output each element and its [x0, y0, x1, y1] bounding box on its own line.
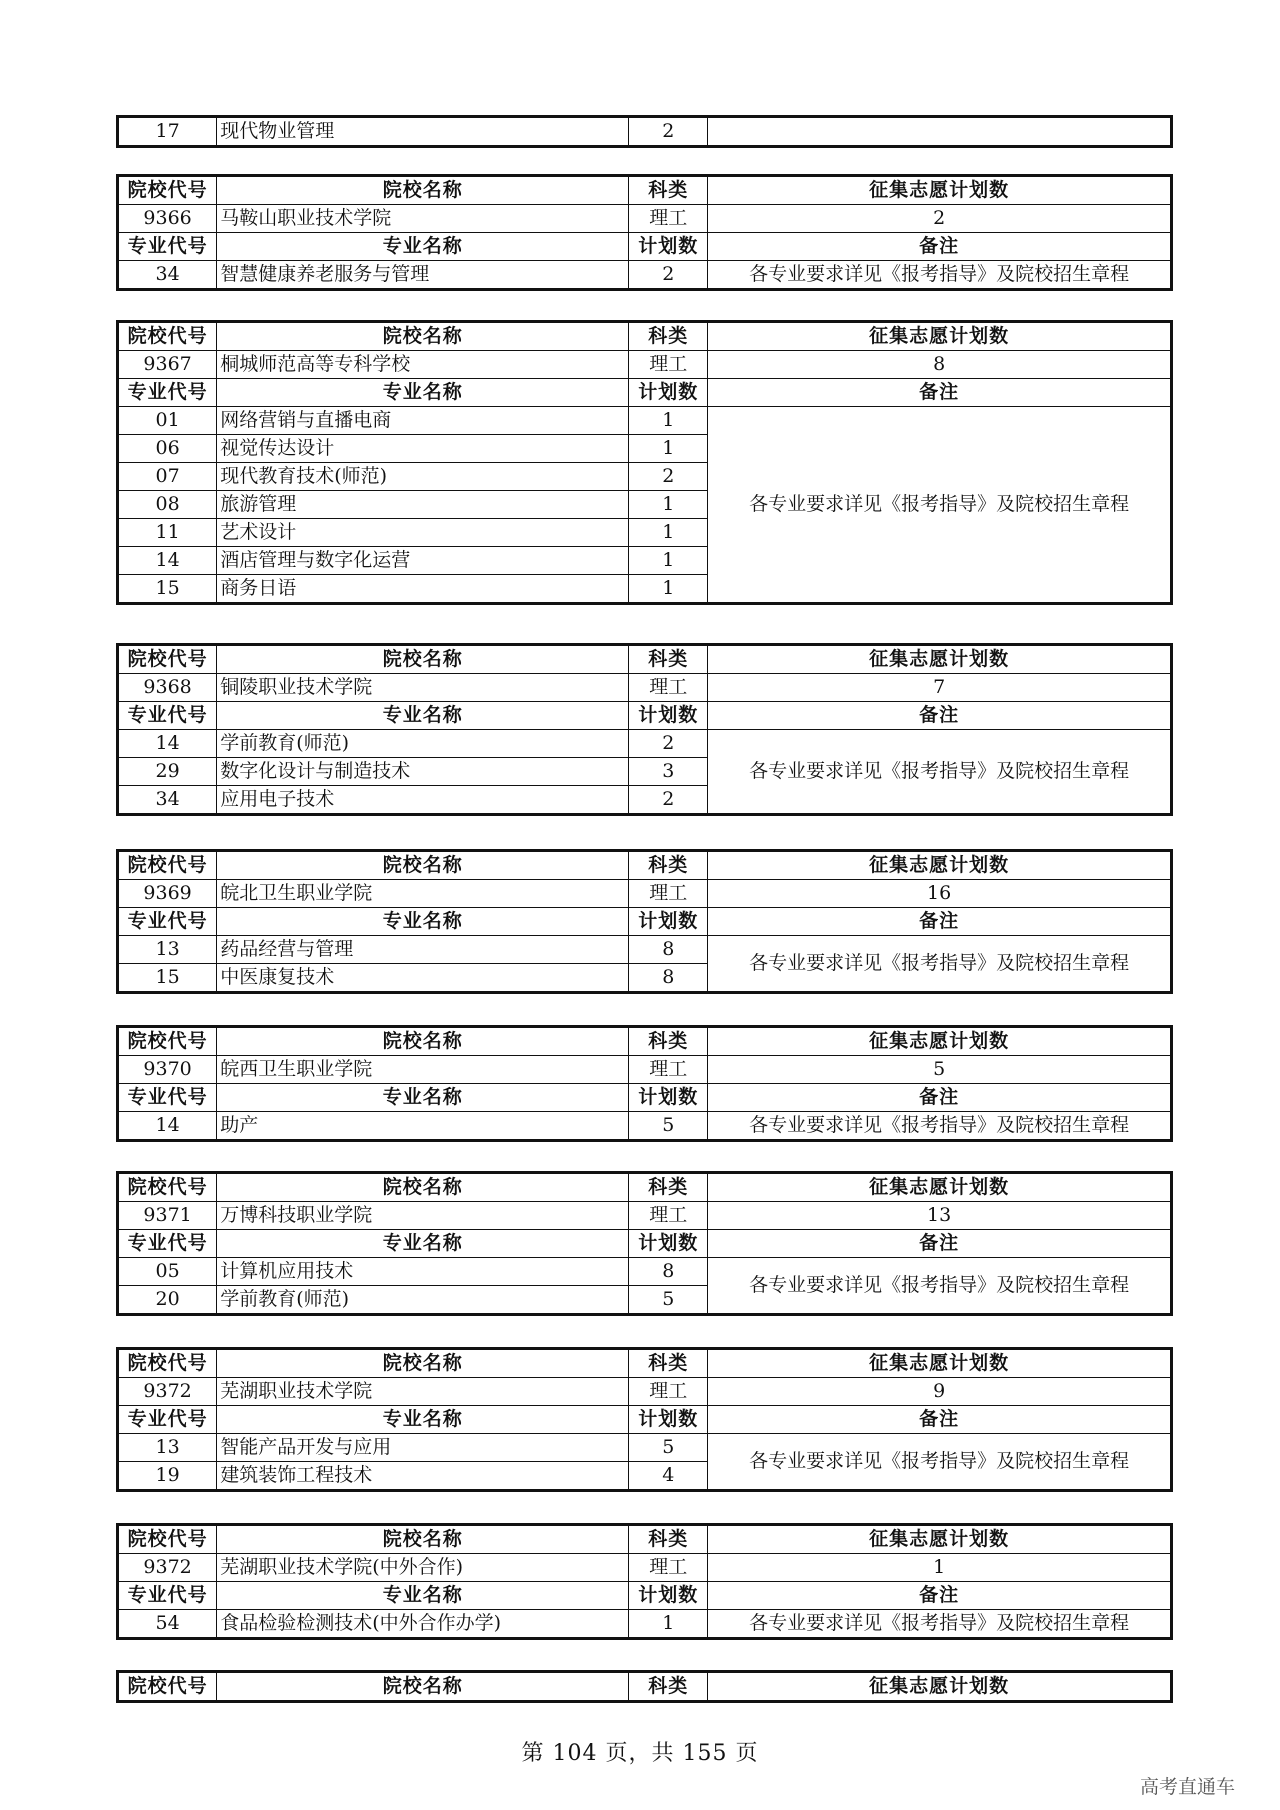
major-header-row	[118, 1230, 1172, 1258]
major-name: 中医康复技术	[217, 964, 629, 993]
major-name: 网络营销与直播电商	[217, 407, 629, 435]
major-name: 智能产品开发与应用	[217, 1434, 629, 1462]
category: 理工	[629, 1378, 708, 1406]
major-code: 08	[118, 491, 217, 519]
table-row	[118, 730, 1172, 758]
category-header: 科类	[629, 1173, 708, 1202]
major-code: 11	[118, 519, 217, 547]
school-code-header: 院校代号	[118, 1173, 217, 1202]
school-name: 皖西卫生职业学院	[217, 1056, 629, 1084]
remark: 各专业要求详见《报考指导》及院校招生章程	[708, 730, 1172, 815]
major-header-row	[118, 908, 1172, 936]
school-info-row	[118, 1554, 1172, 1582]
school-name-header: 院校名称	[217, 1525, 629, 1554]
plan-count: 8	[629, 936, 708, 964]
page-number-footer: 第 104 页，共 155 页	[521, 1741, 759, 1766]
category: 理工	[629, 1056, 708, 1084]
remark-header: 备注	[708, 1582, 1172, 1610]
plan-total-header: 征集志愿计划数	[708, 1027, 1172, 1056]
major-code: 05	[118, 1258, 217, 1286]
school-header-row	[118, 1349, 1172, 1378]
plan-count-header: 计划数	[629, 233, 708, 261]
school-name-header: 院校名称	[217, 176, 629, 205]
major-name: 旅游管理	[217, 491, 629, 519]
major-name: 酒店管理与数字化运营	[217, 547, 629, 575]
plan-count: 1	[629, 519, 708, 547]
plan-total-header: 征集志愿计划数	[708, 851, 1172, 880]
school-code-header: 院校代号	[118, 176, 217, 205]
plan-total: 13	[708, 1202, 1172, 1230]
school-name: 马鞍山职业技术学院	[217, 205, 629, 233]
plan-count-header: 计划数	[629, 702, 708, 730]
major-name: 计算机应用技术	[217, 1258, 629, 1286]
plan-count-header: 计划数	[629, 1582, 708, 1610]
major-name: 现代物业管理	[217, 117, 629, 147]
school-code-header: 院校代号	[118, 1672, 217, 1702]
school-code: 9366	[118, 205, 217, 233]
school-block-9368	[116, 643, 1173, 816]
remark: 各专业要求详见《报考指导》及院校招生章程	[708, 1610, 1172, 1639]
plan-count-header: 计划数	[629, 908, 708, 936]
major-header-row	[118, 379, 1172, 407]
school-name: 桐城师范高等专科学校	[217, 351, 629, 379]
major-code: 17	[118, 117, 217, 147]
plan-total: 16	[708, 880, 1172, 908]
major-code: 13	[118, 1434, 217, 1462]
school-header-row	[118, 1173, 1172, 1202]
plan-total: 2	[708, 205, 1172, 233]
major-name: 艺术设计	[217, 519, 629, 547]
school-name-header: 院校名称	[217, 1672, 629, 1702]
plan-total-header: 征集志愿计划数	[708, 645, 1172, 674]
school-code-header: 院校代号	[118, 1349, 217, 1378]
plan-total: 7	[708, 674, 1172, 702]
remark: 各专业要求详见《报考指导》及院校招生章程	[708, 261, 1172, 290]
school-name: 芜湖职业技术学院	[217, 1378, 629, 1406]
major-code: 20	[118, 1286, 217, 1315]
school-name: 万博科技职业学院	[217, 1202, 629, 1230]
plan-count: 1	[629, 407, 708, 435]
category: 理工	[629, 1554, 708, 1582]
major-code-header: 专业代号	[118, 1230, 217, 1258]
major-code: 29	[118, 758, 217, 786]
watermark: 高考直通车	[1140, 1776, 1236, 1798]
category-header: 科类	[629, 1027, 708, 1056]
category-header: 科类	[629, 176, 708, 205]
major-name-header: 专业名称	[217, 1582, 629, 1610]
major-code-header: 专业代号	[118, 233, 217, 261]
major-header-row	[118, 233, 1172, 261]
continued-table	[116, 115, 1173, 148]
remark: 各专业要求详见《报考指导》及院校招生章程	[708, 1112, 1172, 1141]
major-name: 助产	[217, 1112, 629, 1141]
next-block-header	[116, 1670, 1173, 1703]
school-code: 9368	[118, 674, 217, 702]
category: 理工	[629, 351, 708, 379]
school-block-9366	[116, 174, 1173, 291]
remark-header: 备注	[708, 1084, 1172, 1112]
school-name: 铜陵职业技术学院	[217, 674, 629, 702]
major-code: 19	[118, 1462, 217, 1491]
category-header: 科类	[629, 1672, 708, 1702]
major-name-header: 专业名称	[217, 1084, 629, 1112]
plan-count: 1	[629, 1610, 708, 1639]
major-name-header: 专业名称	[217, 908, 629, 936]
school-header-row	[118, 1525, 1172, 1554]
major-code: 07	[118, 463, 217, 491]
plan-count: 3	[629, 758, 708, 786]
school-header-row	[118, 1027, 1172, 1056]
plan-count: 1	[629, 547, 708, 575]
school-info-row	[118, 1056, 1172, 1084]
school-info-row	[118, 880, 1172, 908]
school-name-header: 院校名称	[217, 1173, 629, 1202]
school-block-9371	[116, 1171, 1173, 1316]
plan-total: 8	[708, 351, 1172, 379]
plan-total: 5	[708, 1056, 1172, 1084]
plan-count: 2	[629, 261, 708, 290]
major-code: 14	[118, 547, 217, 575]
plan-total: 1	[708, 1554, 1172, 1582]
plan-count: 2	[629, 463, 708, 491]
plan-total-header: 征集志愿计划数	[708, 1349, 1172, 1378]
table-row	[118, 407, 1172, 435]
plan-total-header: 征集志愿计划数	[708, 1525, 1172, 1554]
remark: 各专业要求详见《报考指导》及院校招生章程	[708, 407, 1172, 604]
major-header-row	[118, 1084, 1172, 1112]
plan-count: 5	[629, 1434, 708, 1462]
major-code-header: 专业代号	[118, 1084, 217, 1112]
school-name-header: 院校名称	[217, 1349, 629, 1378]
remark: 各专业要求详见《报考指导》及院校招生章程	[708, 1258, 1172, 1315]
plan-count-header: 计划数	[629, 1084, 708, 1112]
category: 理工	[629, 674, 708, 702]
major-code: 34	[118, 261, 217, 290]
major-name: 智慧健康养老服务与管理	[217, 261, 629, 290]
major-code-header: 专业代号	[118, 1406, 217, 1434]
school-header-row	[118, 1672, 1172, 1702]
school-header-row	[118, 645, 1172, 674]
plan-total-header: 征集志愿计划数	[708, 1672, 1172, 1702]
school-name-header: 院校名称	[217, 851, 629, 880]
school-block-9370	[116, 1025, 1173, 1142]
school-block-9372	[116, 1347, 1173, 1492]
major-code: 34	[118, 786, 217, 815]
major-code: 14	[118, 1112, 217, 1141]
school-code-header: 院校代号	[118, 645, 217, 674]
major-name: 视觉传达设计	[217, 435, 629, 463]
major-name-header: 专业名称	[217, 233, 629, 261]
school-info-row	[118, 205, 1172, 233]
school-info-row	[118, 351, 1172, 379]
school-code: 9372	[118, 1554, 217, 1582]
major-name-header: 专业名称	[217, 379, 629, 407]
major-name: 建筑装饰工程技术	[217, 1462, 629, 1491]
plan-count: 2	[629, 786, 708, 815]
school-name-header: 院校名称	[217, 645, 629, 674]
major-name: 商务日语	[217, 575, 629, 604]
plan-count-header: 计划数	[629, 1406, 708, 1434]
remark-header: 备注	[708, 1406, 1172, 1434]
major-name: 现代教育技术(师范)	[217, 463, 629, 491]
school-code: 9371	[118, 1202, 217, 1230]
category: 理工	[629, 880, 708, 908]
plan-count: 8	[629, 964, 708, 993]
school-header-row	[118, 176, 1172, 205]
school-info-row	[118, 674, 1172, 702]
remark: 各专业要求详见《报考指导》及院校招生章程	[708, 1434, 1172, 1491]
plan-count: 1	[629, 435, 708, 463]
major-code: 01	[118, 407, 217, 435]
major-name-header: 专业名称	[217, 1230, 629, 1258]
plan-total-header: 征集志愿计划数	[708, 176, 1172, 205]
category-header: 科类	[629, 851, 708, 880]
plan-count: 4	[629, 1462, 708, 1491]
school-header-row	[118, 851, 1172, 880]
school-name-header: 院校名称	[217, 322, 629, 351]
table-row	[118, 1112, 1172, 1141]
school-info-row	[118, 1378, 1172, 1406]
major-name: 学前教育(师范)	[217, 1286, 629, 1315]
major-header-row	[118, 1582, 1172, 1610]
plan-count: 8	[629, 1258, 708, 1286]
school-code: 9369	[118, 880, 217, 908]
school-name: 芜湖职业技术学院(中外合作)	[217, 1554, 629, 1582]
school-header-row	[118, 322, 1172, 351]
category: 理工	[629, 205, 708, 233]
category-header: 科类	[629, 645, 708, 674]
major-name: 食品检验检测技术(中外合作办学)	[217, 1610, 629, 1639]
plan-total-header: 征集志愿计划数	[708, 1173, 1172, 1202]
category: 理工	[629, 1202, 708, 1230]
school-block-9369	[116, 849, 1173, 994]
major-code: 14	[118, 730, 217, 758]
school-info-row	[118, 1202, 1172, 1230]
category-header: 科类	[629, 1349, 708, 1378]
plan-total-header: 征集志愿计划数	[708, 322, 1172, 351]
school-code: 9367	[118, 351, 217, 379]
major-code: 06	[118, 435, 217, 463]
category-header: 科类	[629, 1525, 708, 1554]
remark-header: 备注	[708, 233, 1172, 261]
major-name-header: 专业名称	[217, 1406, 629, 1434]
school-name: 皖北卫生职业学院	[217, 880, 629, 908]
school-code: 9370	[118, 1056, 217, 1084]
plan-count: 5	[629, 1112, 708, 1141]
plan-count: 2	[629, 730, 708, 758]
table-row	[118, 261, 1172, 290]
major-name: 药品经营与管理	[217, 936, 629, 964]
plan-total: 9	[708, 1378, 1172, 1406]
plan-count-header: 计划数	[629, 1230, 708, 1258]
remark: 各专业要求详见《报考指导》及院校招生章程	[708, 936, 1172, 993]
major-code: 13	[118, 936, 217, 964]
major-name: 应用电子技术	[217, 786, 629, 815]
major-code: 15	[118, 575, 217, 604]
table-row	[118, 117, 1172, 147]
plan-count: 2	[629, 117, 708, 147]
table-row	[118, 1258, 1172, 1286]
major-code: 15	[118, 964, 217, 993]
major-code-header: 专业代号	[118, 1582, 217, 1610]
plan-count: 1	[629, 491, 708, 519]
major-code-header: 专业代号	[118, 702, 217, 730]
major-header-row	[118, 1406, 1172, 1434]
school-block-9367	[116, 320, 1173, 605]
remark-header: 备注	[708, 379, 1172, 407]
school-name-header: 院校名称	[217, 1027, 629, 1056]
school-code-header: 院校代号	[118, 322, 217, 351]
school-code-header: 院校代号	[118, 1525, 217, 1554]
remark-header: 备注	[708, 1230, 1172, 1258]
table-row	[118, 1610, 1172, 1639]
table-row	[118, 936, 1172, 964]
major-name-header: 专业名称	[217, 702, 629, 730]
plan-count-header: 计划数	[629, 379, 708, 407]
remark-header: 备注	[708, 702, 1172, 730]
category-header: 科类	[629, 322, 708, 351]
major-name: 数字化设计与制造技术	[217, 758, 629, 786]
plan-count: 1	[629, 575, 708, 604]
remark-header: 备注	[708, 908, 1172, 936]
major-code-header: 专业代号	[118, 908, 217, 936]
major-code-header: 专业代号	[118, 379, 217, 407]
remark-cell	[708, 117, 1172, 147]
school-code-header: 院校代号	[118, 851, 217, 880]
school-block-9372-cooperation	[116, 1523, 1173, 1640]
school-code: 9372	[118, 1378, 217, 1406]
plan-count: 5	[629, 1286, 708, 1315]
major-name: 学前教育(师范)	[217, 730, 629, 758]
table-row	[118, 1434, 1172, 1462]
major-header-row	[118, 702, 1172, 730]
school-code-header: 院校代号	[118, 1027, 217, 1056]
major-code: 54	[118, 1610, 217, 1639]
